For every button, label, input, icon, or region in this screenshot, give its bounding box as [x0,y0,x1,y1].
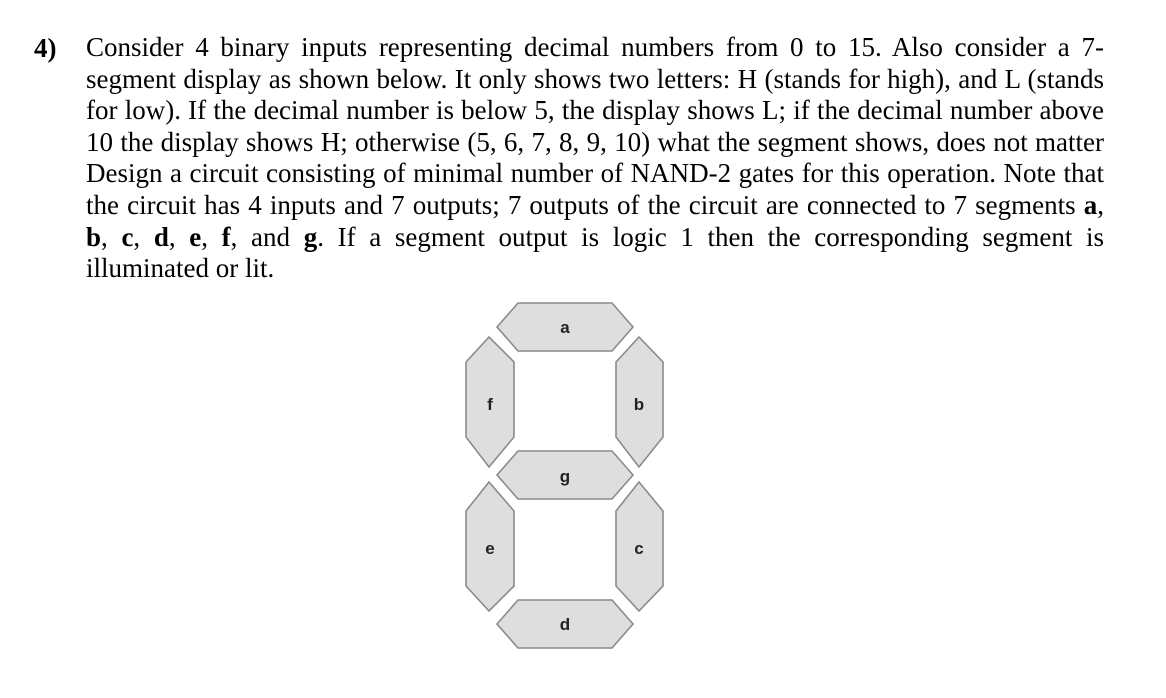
question-text [86,32,1104,285]
segment-name-c: c [121,221,134,252]
question-text-part: , [101,221,122,252]
segment-name-g: g [303,221,318,252]
question-text-part: , and [230,221,304,252]
question-text-part: , [168,221,190,252]
question-number: 4) [34,33,57,63]
segment-c-label: c [634,539,644,558]
segment-name-e: e [189,221,202,252]
segment-a-label: a [560,318,570,337]
segment-name-a: a [1083,189,1098,220]
segment-name-f: f [221,221,231,252]
question-text-part: . If a segment output is logic 1 then the corresponding segment is illuminated or lit. [86,221,1105,284]
seven-segment-display [460,300,670,660]
question-text-part: , [133,221,154,252]
segment-name-d: d [153,221,169,252]
question-text-part: , [1097,189,1104,220]
segment-g-label: g [559,467,571,486]
segment-name-b: b [86,221,102,252]
segment-b-label: b [633,395,645,414]
segment-f-label: f [487,395,493,414]
seven-segment-diagram [460,300,670,660]
question-block [34,32,1104,285]
segment-e-label: e [485,539,495,558]
question-text-part: Consider 4 binary inputs representing decimal numbers from 0 to 15. Also consider a 7-segment display as shown below. It only shows two letters: H (stands for high), and L (stands for low). If the decimal number is below 5, the display shows L; if the decimal number above 10 the display shows H; otherwise (5, 6, 7, 8, 9, 10) what the segment shows, does not matter Design a circuit consisting of minimal number of NAND-2 gates for this operation. Note that the circuit has 4 inputs and 7 outputs; 7 outputs of the circuit are connected to 7 segments [86,32,1104,220]
question-text-part: , [201,221,222,252]
segment-d-label: d [559,615,571,634]
